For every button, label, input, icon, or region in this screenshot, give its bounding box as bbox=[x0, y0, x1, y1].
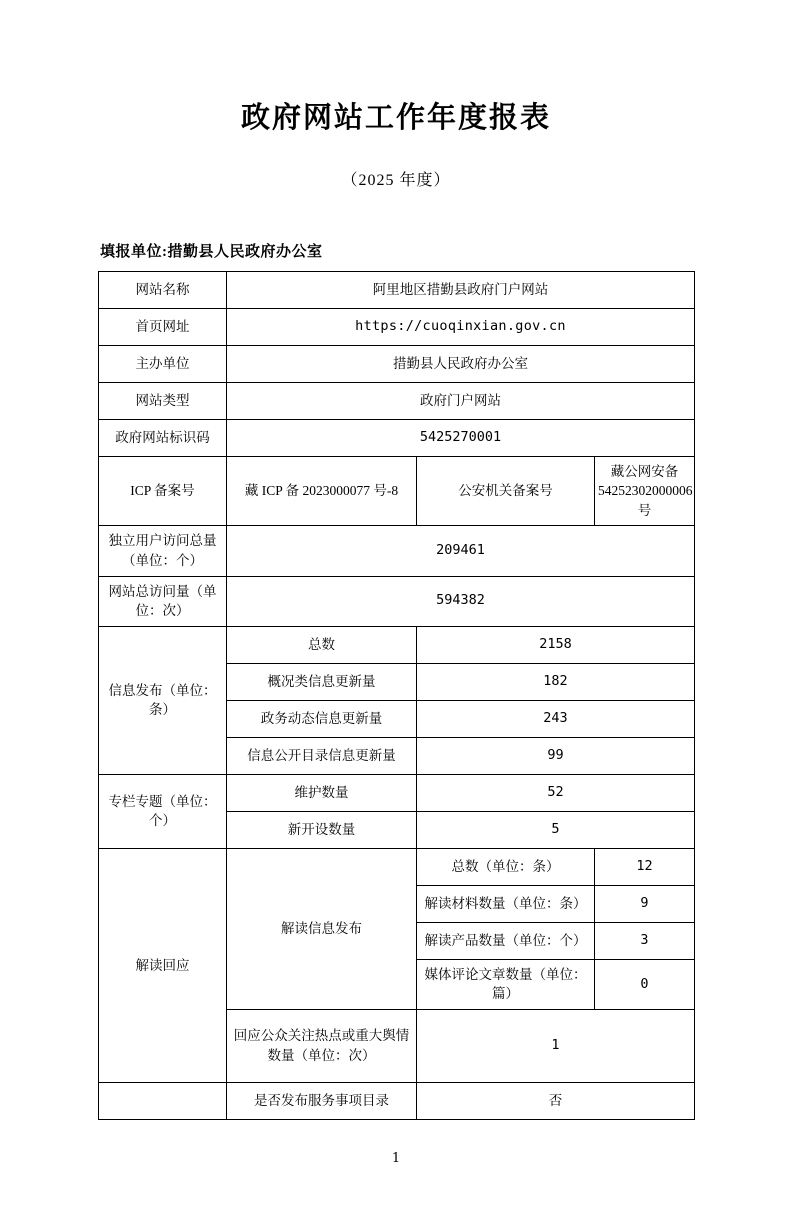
table-row bbox=[99, 1082, 695, 1119]
disclosure-update-label: 信息公开目录信息更新量 bbox=[227, 737, 417, 774]
table-row bbox=[99, 626, 695, 663]
home-url-label: 首页网址 bbox=[99, 308, 227, 345]
interp-total-label: 总数（单位：条） bbox=[417, 848, 595, 885]
filler-unit: 填报单位:措勤县人民政府办公室 bbox=[100, 243, 323, 260]
media-comment-label: 媒体评论文章数量（单位：篇） bbox=[417, 959, 595, 1009]
overview-update-label: 概况类信息更新量 bbox=[227, 663, 417, 700]
new-count-value: 5 bbox=[417, 811, 695, 848]
table-row bbox=[99, 848, 695, 885]
service-catalog-label: 是否发布服务事项目录 bbox=[227, 1082, 417, 1119]
table-row bbox=[99, 526, 695, 576]
affairs-update-label: 政务动态信息更新量 bbox=[227, 700, 417, 737]
page-subtitle: （2025 年度） bbox=[341, 171, 451, 189]
table-row bbox=[99, 576, 695, 626]
table-row bbox=[99, 419, 695, 456]
total-visits-value: 594382 bbox=[227, 576, 695, 626]
public-response-value: 1 bbox=[417, 1009, 695, 1082]
icp-value: 藏 ICP 备 2023000077 号-8 bbox=[227, 456, 417, 526]
interp-product-value: 3 bbox=[595, 922, 695, 959]
interp-material-value: 9 bbox=[595, 885, 695, 922]
icp-label: ICP 备案号 bbox=[99, 456, 227, 526]
info-publish-label: 信息发布（单位：条） bbox=[99, 626, 227, 774]
unique-visitors-label: 独立用户访问总量（单位：个） bbox=[99, 526, 227, 576]
table-row bbox=[99, 308, 695, 345]
home-url-value: https://cuoqinxian.gov.cn bbox=[227, 308, 695, 345]
interp-material-label: 解读材料数量（单位：条） bbox=[417, 885, 595, 922]
interpretation-publish-label: 解读信息发布 bbox=[227, 848, 417, 1009]
site-name-label: 网站名称 bbox=[99, 271, 227, 308]
page-title: 政府网站工作年度报表 bbox=[240, 100, 551, 134]
table-row bbox=[99, 456, 695, 526]
document-page bbox=[0, 100, 792, 1222]
police-label: 公安机关备案号 bbox=[417, 456, 595, 526]
site-code-value: 5425270001 bbox=[227, 419, 695, 456]
table-row bbox=[99, 382, 695, 419]
disclosure-update-value: 99 bbox=[417, 737, 695, 774]
service-catalog-value: 否 bbox=[417, 1082, 695, 1119]
site-type-label: 网站类型 bbox=[99, 382, 227, 419]
overview-update-value: 182 bbox=[417, 663, 695, 700]
site-code-label: 政府网站标识码 bbox=[99, 419, 227, 456]
affairs-update-value: 243 bbox=[417, 700, 695, 737]
site-name-value: 阿里地区措勤县政府门户网站 bbox=[227, 271, 695, 308]
service-catalog-blank bbox=[99, 1082, 227, 1119]
host-unit-value: 措勤县人民政府办公室 bbox=[227, 345, 695, 382]
new-count-label: 新开设数量 bbox=[227, 811, 417, 848]
table-row bbox=[99, 774, 695, 811]
unique-visitors-value: 209461 bbox=[227, 526, 695, 576]
media-comment-value: 0 bbox=[595, 959, 695, 1009]
police-value: 藏公网安备 54252302000006 号 bbox=[595, 456, 695, 526]
host-unit-label: 主办单位 bbox=[99, 345, 227, 382]
total-visits-label: 网站总访问量（单位：次） bbox=[99, 576, 227, 626]
info-total-value: 2158 bbox=[417, 626, 695, 663]
annual-report-table bbox=[98, 271, 695, 1120]
site-type-value: 政府门户网站 bbox=[227, 382, 695, 419]
interp-product-label: 解读产品数量（单位：个） bbox=[417, 922, 595, 959]
maintain-count-label: 维护数量 bbox=[227, 774, 417, 811]
interpretation-label: 解读回应 bbox=[99, 848, 227, 1082]
column-label: 专栏专题（单位：个） bbox=[99, 774, 227, 848]
table-row bbox=[99, 271, 695, 308]
public-response-label: 回应公众关注热点或重大舆情数量（单位：次） bbox=[227, 1009, 417, 1082]
table-row bbox=[99, 345, 695, 382]
page-number: 1 bbox=[391, 1151, 401, 1166]
interp-total-value: 12 bbox=[595, 848, 695, 885]
info-total-label: 总数 bbox=[227, 626, 417, 663]
maintain-count-value: 52 bbox=[417, 774, 695, 811]
